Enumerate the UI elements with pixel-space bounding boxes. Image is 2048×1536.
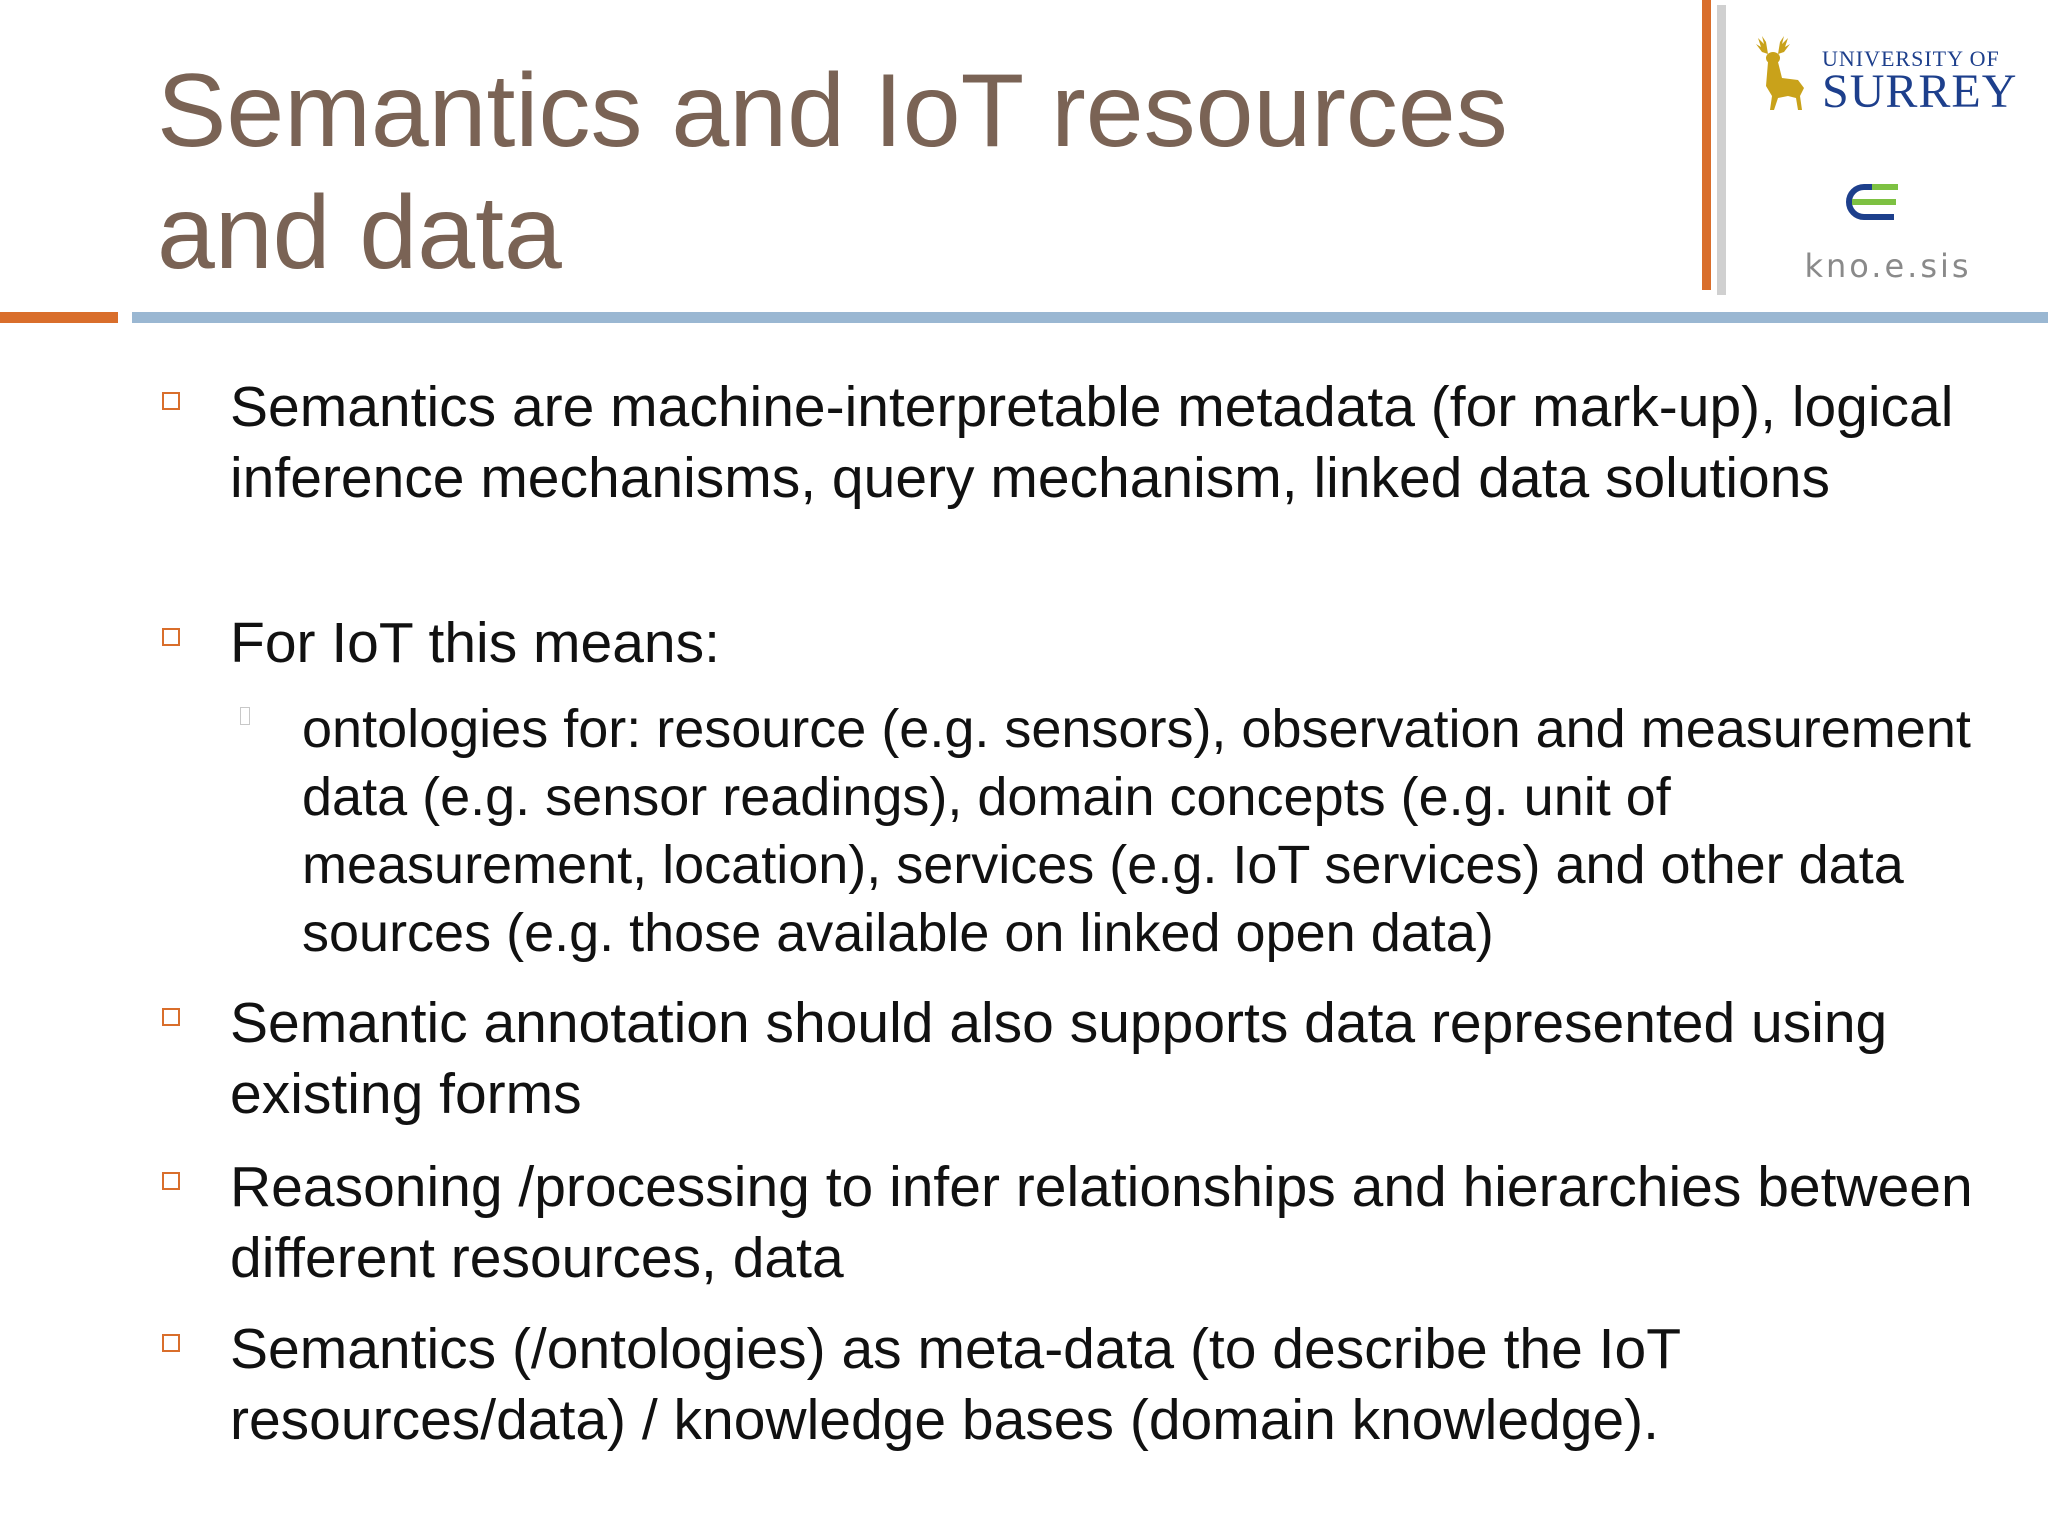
square-bullet-icon (162, 628, 180, 646)
bullet-text: For IoT this means: (230, 611, 720, 675)
knoesis-logo (1760, 175, 2020, 290)
bullet-text: Reasoning /processing to infer relationships and hierarchies between different resources, data (230, 1155, 1973, 1290)
sub-bullet-icon (240, 707, 250, 725)
surrey-logo-line2: SURREY (1822, 65, 2018, 118)
university-of-surrey-logo (1748, 34, 2018, 124)
stag-icon (1748, 34, 1810, 114)
surrey-logo-line1: UNIVERSITY OF (1822, 46, 2000, 71)
header-rule-blue (132, 312, 2048, 323)
sub-bullet-text: ontologies for: resource (e.g. sensors), observation and measurement data (e.g. sensor readings), domain concepts (e.g. unit of measurement, location), services (e.g. IoT services) and other data sources (e.g. those available on linked open data) (302, 699, 1971, 963)
bullet-text: Semantics (/ontologies) as meta-data (to describe the IoT resources/data) / knowledge bases (domain knowledge). (230, 1317, 1680, 1452)
square-bullet-icon (162, 392, 180, 410)
bullet-text: Semantics are machine-interpretable metadata (for mark-up), logical inference mechanisms, query mechanism, linked data solutions (230, 375, 1954, 510)
square-bullet-icon (162, 1008, 180, 1026)
square-bullet-icon (162, 1334, 180, 1352)
slide-title: Semantics and IoT resources and data (157, 53, 1508, 291)
knoesis-wordmark: kno.e.sis (1804, 247, 1972, 285)
title-divider-gray (1717, 5, 1726, 295)
square-bullet-icon (162, 1172, 180, 1190)
bullet-text: Semantic annotation should also supports data represented using existing forms (230, 991, 1888, 1126)
knoesis-e-icon (1842, 179, 1902, 225)
title-divider-orange (1702, 0, 1711, 290)
header-rule-orange (0, 312, 118, 323)
